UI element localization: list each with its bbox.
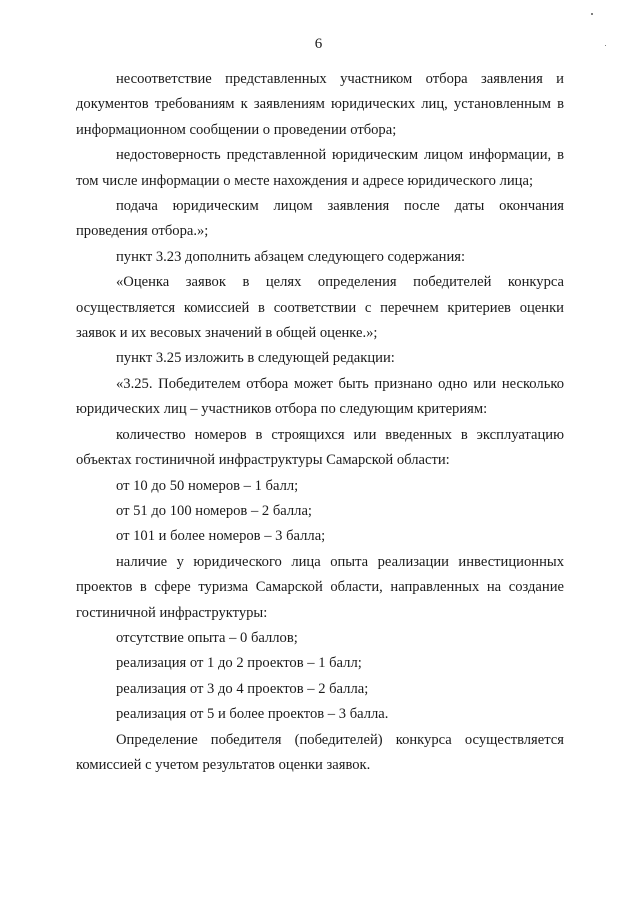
paragraph-inaccuracy: недостоверность представленной юридическим лицом информации, в том числе информации о месте нахождения и адресе юридического лица; — [76, 147, 564, 189]
scan-speck — [591, 13, 593, 15]
list-item-rooms-3: от 101 и более номеров – 3 балла; — [116, 528, 326, 545]
paragraph-nonconformity: несоответствие представленных участником отбора заявления и документов требованиям к заявлениям юридических лиц, установленным в информационном сообщении о проведении отбора; — [76, 71, 564, 138]
list-item-rooms-2: от 51 до 100 номеров – 2 балла; — [116, 502, 312, 519]
page-number: 6 — [314, 36, 323, 52]
list-item-experience-1: реализация от 1 до 2 проектов – 1 балл; — [116, 655, 362, 672]
paragraph-rooms-count: количество номеров в строящихся или введенных в эксплуатацию объектах гостиничной инфраструктуры Самарской области: — [76, 426, 564, 469]
list-item-rooms-1: от 10 до 50 номеров – 1 балл; — [116, 477, 299, 494]
list-item-experience-3: реализация от 5 и более проектов – 3 балла. — [116, 706, 389, 723]
paragraph-winner-determination: Определение победителя (победителей) конкурса осуществляется комиссией с учетом результатов оценки заявок. — [76, 731, 564, 773]
paragraph-evaluation: «Оценка заявок в целях определения победителей конкурса осуществляется комиссией в соответствии с перечнем критериев оценки заявок и их весовых значений в общей оценке.»; — [76, 274, 564, 342]
paragraph-item-3-23: пункт 3.23 дополнить абзацем следующего содержания: — [116, 248, 466, 265]
paragraph-experience: наличие у юридического лица опыта реализации инвестиционных проектов в сфере туризма Самарской области, направленных на создание гостиничной инфраструктуры: — [76, 553, 564, 621]
document-body — [76, 67, 564, 778]
list-item-experience-0: отсутствие опыта – 0 баллов; — [116, 629, 298, 646]
paragraph-winner-criteria: «3.25. Победителем отбора может быть признано одно или несколько юридических лиц – участников отбора по следующим критериям: — [76, 375, 564, 418]
paragraph-item-3-25: пункт 3.25 изложить в следующей редакции: — [116, 350, 395, 367]
list-item-experience-2: реализация от 3 до 4 проектов – 2 балла; — [116, 680, 369, 697]
scan-speck — [605, 45, 606, 46]
paragraph-late-submission: подача юридическим лицом заявления после даты окончания проведения отбора.»; — [76, 198, 564, 240]
